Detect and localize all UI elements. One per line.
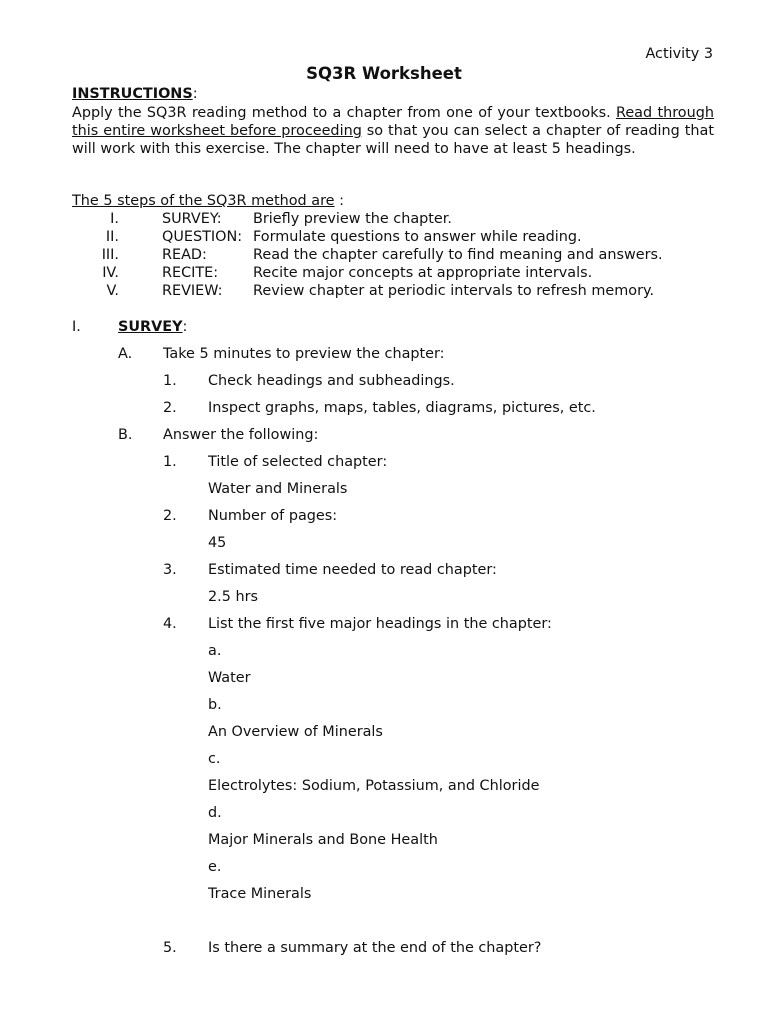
heading-letter: a. bbox=[208, 643, 222, 659]
step-description: Review chapter at periodic intervals to refresh memory. bbox=[253, 283, 655, 299]
heading-letter: e. bbox=[208, 859, 222, 875]
answer-chapter-title: Water and Minerals bbox=[208, 481, 348, 497]
instructions-text-2: so that you can select a chapter of reading that will work with this exercise. The chapter will need to have at least 5 headings. bbox=[72, 123, 714, 157]
step-description: Briefly preview the chapter. bbox=[253, 211, 452, 227]
outline-text: Answer the following: bbox=[163, 427, 319, 443]
outline-number: 2. bbox=[163, 400, 177, 416]
instructions-heading bbox=[72, 85, 198, 103]
outline-text: Check headings and subheadings. bbox=[208, 373, 455, 389]
step-description: Formulate questions to answer while reading. bbox=[253, 229, 582, 245]
steps-heading bbox=[72, 192, 344, 210]
instructions-heading-text: INSTRUCTIONS bbox=[72, 86, 193, 102]
outline-text: Take 5 minutes to preview the chapter: bbox=[163, 346, 445, 362]
instructions-text-1: Apply the SQ3R reading method to a chapter from one of your textbooks. bbox=[72, 105, 616, 121]
heading-answer: Major Minerals and Bone Health bbox=[208, 832, 438, 848]
step-numeral: III. bbox=[101, 247, 119, 263]
question-text: List the first five major headings in the chapter: bbox=[208, 616, 552, 632]
step-description: Recite major concepts at appropriate intervals. bbox=[253, 265, 593, 281]
heading-answer: Electrolytes: Sodium, Potassium, and Chloride bbox=[208, 778, 540, 794]
heading-letter: b. bbox=[208, 697, 222, 713]
step-name: RECITE: bbox=[162, 265, 219, 281]
question-text: Number of pages: bbox=[208, 508, 338, 524]
outline-letter: A. bbox=[118, 346, 133, 362]
heading-answer: Water bbox=[208, 670, 251, 686]
survey-heading-text: SURVEY bbox=[118, 319, 183, 335]
outline-number: 1. bbox=[163, 373, 177, 389]
step-numeral: V. bbox=[106, 283, 119, 299]
question-text: Estimated time needed to read chapter: bbox=[208, 562, 497, 578]
instructions-heading-colon: : bbox=[192, 86, 198, 102]
step-name: READ: bbox=[162, 247, 207, 263]
steps-heading-suffix: : bbox=[334, 193, 344, 209]
heading-letter: c. bbox=[208, 751, 221, 767]
question-number: 1. bbox=[163, 454, 177, 470]
answer-page-count: 45 bbox=[208, 535, 227, 551]
question-text: Is there a summary at the end of the chapter? bbox=[208, 940, 542, 956]
question-number: 3. bbox=[163, 562, 177, 578]
step-numeral: II. bbox=[105, 229, 119, 245]
step-description: Read the chapter carefully to find meaning and answers. bbox=[253, 247, 663, 263]
instructions-text-underlined: Read through this entire worksheet before proceeding bbox=[72, 105, 714, 139]
survey-numeral: I. bbox=[72, 319, 81, 335]
step-name: QUESTION: bbox=[162, 229, 243, 245]
survey-heading-colon: : bbox=[182, 319, 188, 335]
step-name: REVIEW: bbox=[162, 283, 223, 299]
question-number: 5. bbox=[163, 940, 177, 956]
step-numeral: IV. bbox=[102, 265, 119, 281]
heading-answer: An Overview of Minerals bbox=[208, 724, 383, 740]
survey-heading bbox=[118, 318, 187, 336]
question-text: Title of selected chapter: bbox=[208, 454, 388, 470]
heading-answer: Trace Minerals bbox=[208, 886, 312, 902]
step-numeral: I. bbox=[110, 211, 119, 227]
question-number: 2. bbox=[163, 508, 177, 524]
outline-letter: B. bbox=[118, 427, 133, 443]
outline-text: Inspect graphs, maps, tables, diagrams, pictures, etc. bbox=[208, 400, 596, 416]
question-number: 4. bbox=[163, 616, 177, 632]
heading-letter: d. bbox=[208, 805, 222, 821]
answer-read-time: 2.5 hrs bbox=[208, 589, 258, 605]
steps-heading-text: The 5 steps of the SQ3R method are bbox=[72, 193, 335, 209]
step-name: SURVEY: bbox=[162, 211, 222, 227]
page-title: SQ3R Worksheet bbox=[306, 64, 462, 83]
instructions-paragraph bbox=[72, 104, 714, 158]
activity-label: Activity 3 bbox=[645, 46, 713, 62]
